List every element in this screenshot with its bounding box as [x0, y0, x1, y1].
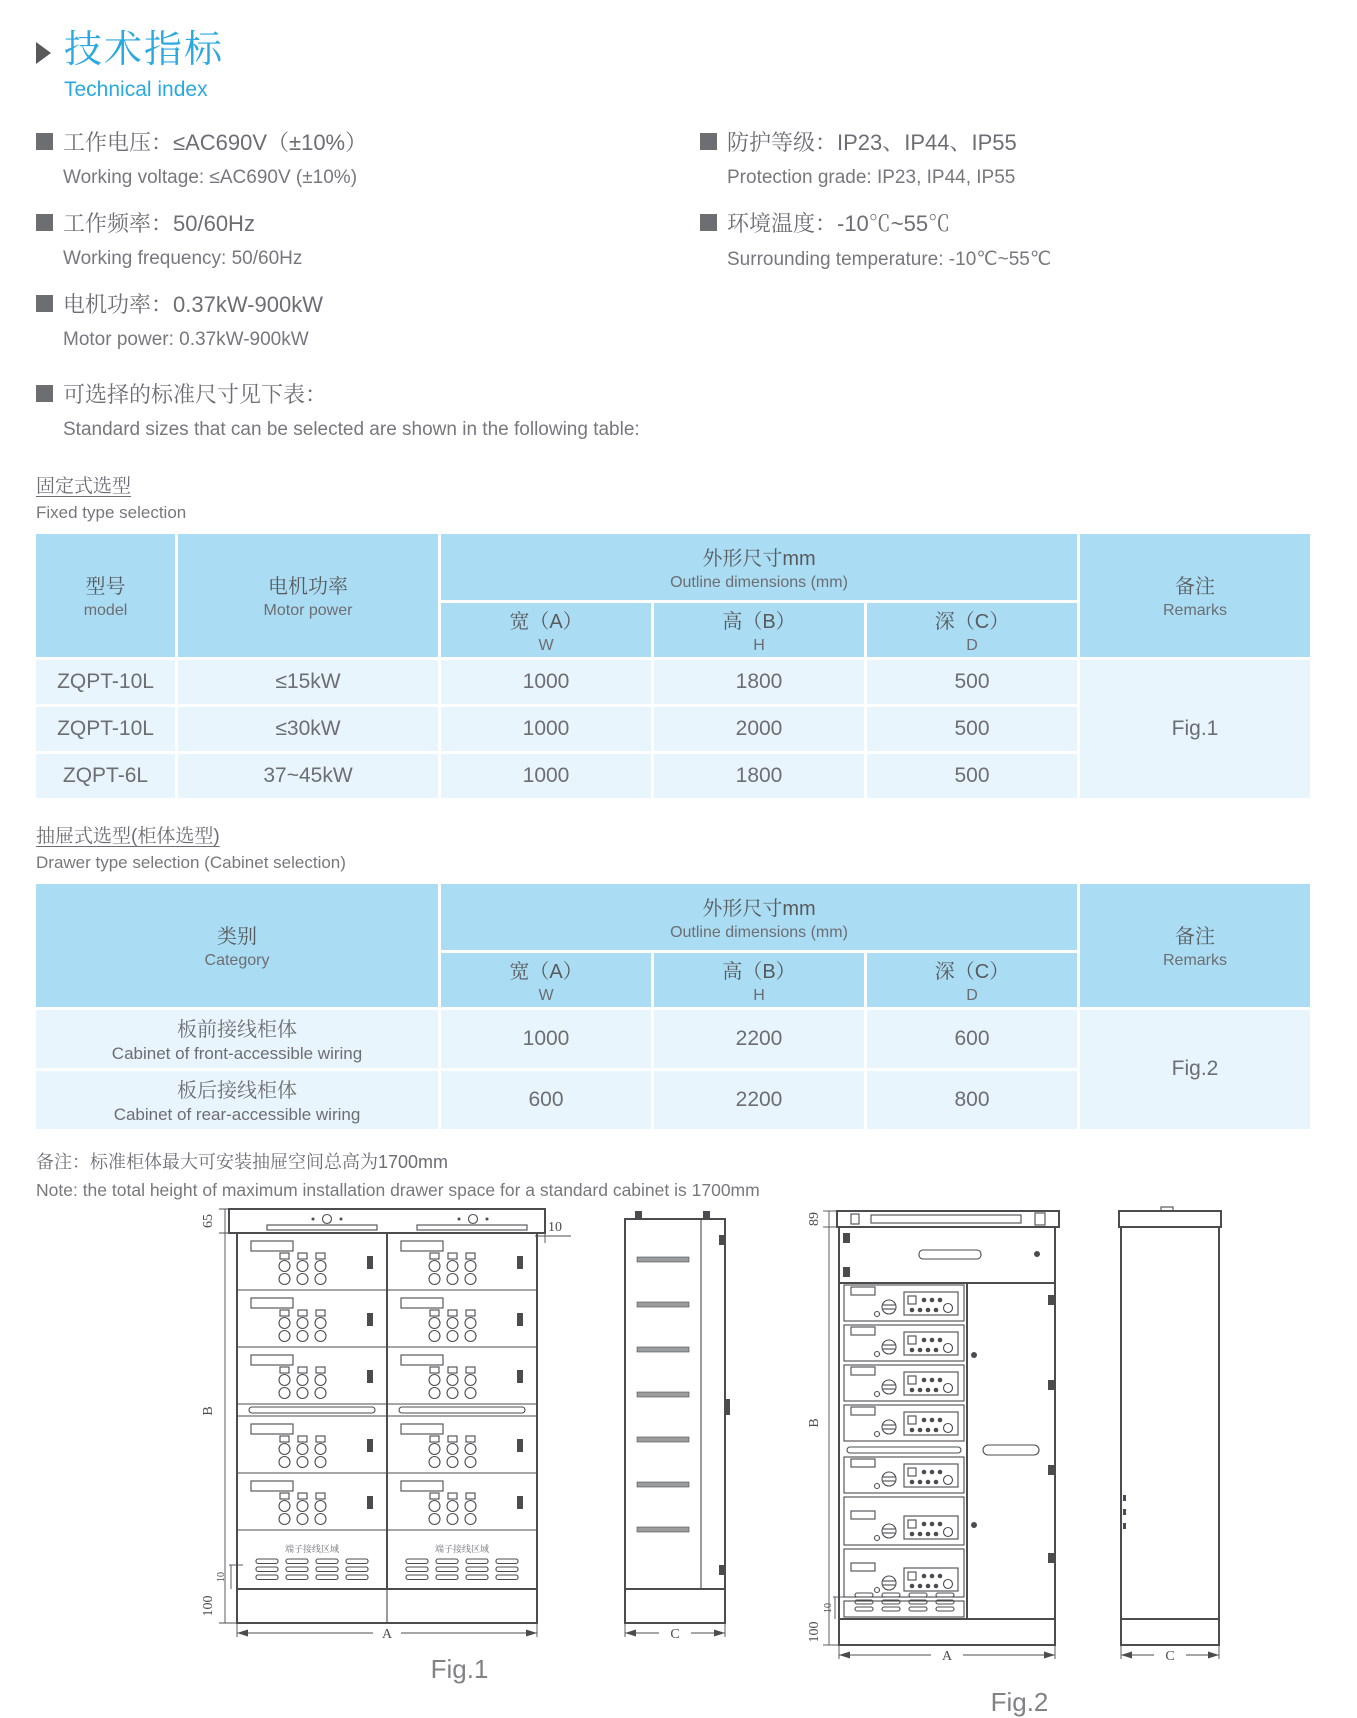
section-arrow-icon	[36, 42, 51, 64]
spec-zh-label: 工作频率：50/60Hz	[63, 210, 255, 236]
header-label-zh: 电机功率	[268, 576, 348, 599]
col-header-remarks	[1080, 884, 1310, 1007]
spec-zh-label: 电机功率：0.37kW-900kW	[63, 291, 323, 317]
cell-power: ≤30kW	[178, 707, 438, 751]
cell-model: ZQPT-6L	[36, 754, 175, 798]
header-label-en: D	[966, 986, 978, 1004]
bullet-square-icon	[700, 214, 717, 231]
col-header-height	[654, 953, 864, 1007]
cell-width: 1000	[441, 1010, 651, 1068]
header-label-en: Remarks	[1162, 952, 1227, 970]
col-header-remarks	[1080, 534, 1310, 657]
category-label-zh: 板后接线柜体	[177, 1080, 297, 1103]
section-label-zh: 固定式选型	[36, 475, 132, 497]
spec-en-label: Working voltage: ≤AC690V (±10%)	[63, 166, 358, 188]
header-label-en: model	[83, 602, 128, 620]
page-subtitle: Technical index	[64, 77, 208, 101]
note-zh: 备注：标准柜体最大可安装抽屉空间总高为1700mm	[36, 1151, 449, 1172]
cell-depth: 800	[867, 1071, 1077, 1129]
header-label-en: Outline dimensions (mm)	[670, 573, 848, 591]
fig2-dim-label-b: B	[806, 1418, 822, 1428]
header-label-zh: 备注	[1175, 926, 1215, 949]
spec-en-label: Protection grade: IP23, IP44, IP55	[727, 166, 1016, 188]
spec-item-standard-sizes	[36, 378, 676, 441]
fig2-views	[807, 1195, 1233, 1673]
header-label-zh: 型号	[85, 576, 126, 599]
fig1-dim-label-a: A	[381, 1626, 392, 1640]
note-en: Note: the total height of maximum installation drawer space for a standard cabinet is 1700mm	[36, 1179, 760, 1200]
bullet-square-icon	[700, 133, 717, 150]
cell-width: 600	[441, 1071, 651, 1129]
header-label-en: Motor power	[263, 602, 353, 620]
col-header-motor-power	[178, 534, 438, 657]
cell-depth: 500	[867, 660, 1077, 704]
cell-remark-fig1: Fig.1	[1080, 660, 1310, 798]
spec-en-label: Working frequency: 50/60Hz	[63, 247, 303, 269]
fig2-group	[807, 1195, 1233, 1718]
spec-list	[36, 126, 1317, 459]
drawer-type-table	[33, 881, 1313, 1132]
fig1-terminal-area-label: 端子接线区域	[284, 1543, 339, 1554]
fig2-dim-label-100: 100	[806, 1621, 822, 1643]
header-label-zh: 高（B）	[722, 610, 796, 633]
col-header-outline-dimensions	[441, 884, 1077, 950]
bullet-square-icon	[36, 385, 53, 402]
cell-depth: 500	[867, 754, 1077, 798]
spec-zh-label: 可选择的标准尺寸见下表：	[63, 381, 328, 407]
cell-remark-fig2: Fig.2	[1080, 1010, 1310, 1129]
category-label-en: Cabinet of rear-accessible wiring	[113, 1105, 361, 1125]
fig1-dim-label-b: B	[200, 1406, 216, 1416]
spec-zh-label: 环境温度：-10℃~55℃	[727, 210, 951, 236]
page-title: 技术指标	[64, 29, 225, 71]
spec-item-temperature	[700, 207, 1317, 271]
cell-category	[36, 1010, 438, 1068]
category-label-en: Cabinet of front-accessible wiring	[111, 1044, 363, 1064]
drawer-table-section-label	[36, 821, 1317, 873]
fig1-dim-label-c: C	[669, 1626, 680, 1640]
cell-width: 1000	[441, 707, 651, 751]
col-header-width	[441, 953, 651, 1007]
table-row	[36, 1010, 1310, 1068]
fixed-type-table	[33, 531, 1313, 801]
title-block	[36, 30, 1317, 72]
fig1-side-view-drawing	[603, 1195, 743, 1640]
section-label-en: Fixed type selection	[36, 502, 187, 522]
col-header-depth	[867, 603, 1077, 657]
spec-zh-label: 工作电压：≤AC690V（±10%）	[63, 129, 368, 155]
header-label-zh: 宽（A）	[509, 610, 583, 633]
fig1-dim-label-100: 100	[200, 1595, 216, 1617]
spec-column-left	[36, 126, 676, 459]
header-label-en: W	[538, 986, 554, 1004]
col-header-category	[36, 884, 438, 1007]
header-label-en: Remarks	[1162, 602, 1227, 620]
cell-model: ZQPT-10L	[36, 707, 175, 751]
cell-depth: 500	[867, 707, 1077, 751]
header-label-zh: 类别	[217, 926, 257, 949]
fig1-caption: Fig.1	[430, 1653, 489, 1684]
fig1-front-view-drawing	[177, 1195, 577, 1640]
fig2-side-view-drawing	[1103, 1195, 1233, 1673]
spec-en-label: Standard sizes that can be selected are shown in the following table:	[63, 418, 640, 440]
fig2-dim-label-89: 89	[806, 1211, 822, 1226]
bullet-square-icon	[36, 214, 53, 231]
cell-depth: 600	[867, 1010, 1077, 1068]
cell-width: 1000	[441, 754, 651, 798]
header-label-zh: 备注	[1175, 576, 1215, 599]
figures-area	[64, 1195, 1345, 1718]
fig1-views	[177, 1195, 743, 1640]
fig2-side-dimensions	[1121, 1645, 1219, 1664]
category-label-zh: 板前接线柜体	[177, 1019, 297, 1042]
spec-item-motor-power	[36, 288, 676, 351]
section-label-en: Drawer type selection (Cabinet selection)	[36, 852, 346, 872]
cell-height: 2200	[654, 1010, 864, 1068]
section-label-zh: 抽屉式选型(柜体选型)	[36, 825, 220, 847]
fig1-side-dimensions	[625, 1623, 725, 1640]
col-header-model	[36, 534, 175, 657]
fixed-table-section-label	[36, 471, 1317, 523]
header-label-zh: 深（C）	[934, 960, 1010, 983]
header-label-zh: 宽（A）	[509, 960, 583, 983]
cell-height: 1800	[654, 660, 864, 704]
cell-height: 2000	[654, 707, 864, 751]
col-header-width	[441, 603, 651, 657]
table-row	[36, 660, 1310, 704]
cell-category	[36, 1071, 438, 1129]
spec-item-voltage	[36, 126, 676, 189]
header-label-en: W	[538, 636, 554, 654]
col-header-outline-dimensions	[441, 534, 1077, 600]
header-label-zh: 外形尺寸mm	[702, 897, 816, 920]
header-label-en: H	[753, 636, 765, 654]
fig1-group	[177, 1195, 743, 1718]
header-label-zh: 深（C）	[934, 610, 1010, 633]
spec-item-frequency	[36, 207, 676, 270]
fig1-dim-label-10-top: 10	[547, 1219, 562, 1235]
note-block	[36, 1148, 1317, 1201]
fig2-dim-label-10: 10	[822, 1602, 834, 1613]
header-label-zh: 高（B）	[722, 960, 796, 983]
cell-width: 1000	[441, 660, 651, 704]
bullet-square-icon	[36, 133, 53, 150]
spec-zh-label: 防护等级：IP23、IP44、IP55	[727, 129, 1017, 155]
cell-power: ≤15kW	[178, 660, 438, 704]
spec-column-right	[676, 126, 1317, 459]
cell-model: ZQPT-10L	[36, 660, 175, 704]
col-header-depth	[867, 953, 1077, 1007]
header-label-zh: 外形尺寸mm	[702, 547, 816, 570]
header-label-en: Outline dimensions (mm)	[670, 923, 848, 941]
fig1-dim-label-10-vent: 10	[215, 1571, 227, 1582]
fig1-dim-label-65: 65	[200, 1213, 216, 1228]
spec-item-protection-grade	[700, 126, 1317, 189]
bullet-square-icon	[36, 295, 53, 312]
header-label-en: D	[966, 636, 978, 654]
col-header-height	[654, 603, 864, 657]
cell-height: 1800	[654, 754, 864, 798]
fig2-dim-label-c: C	[1164, 1648, 1175, 1664]
spec-en-label: Motor power: 0.37kW-900kW	[63, 328, 309, 350]
fig2-front-view-drawing	[807, 1195, 1077, 1673]
cell-power: 37~45kW	[178, 754, 438, 798]
header-label-en: Category	[204, 952, 270, 970]
fig2-dim-label-a: A	[941, 1648, 952, 1664]
spec-en-label: Surrounding temperature: -10℃~55℃	[727, 248, 1052, 270]
cell-height: 2200	[654, 1071, 864, 1129]
header-label-en: H	[753, 986, 765, 1004]
fig2-caption: Fig.2	[990, 1686, 1049, 1717]
fig1-terminal-area-label: 端子接线区域	[434, 1543, 489, 1554]
